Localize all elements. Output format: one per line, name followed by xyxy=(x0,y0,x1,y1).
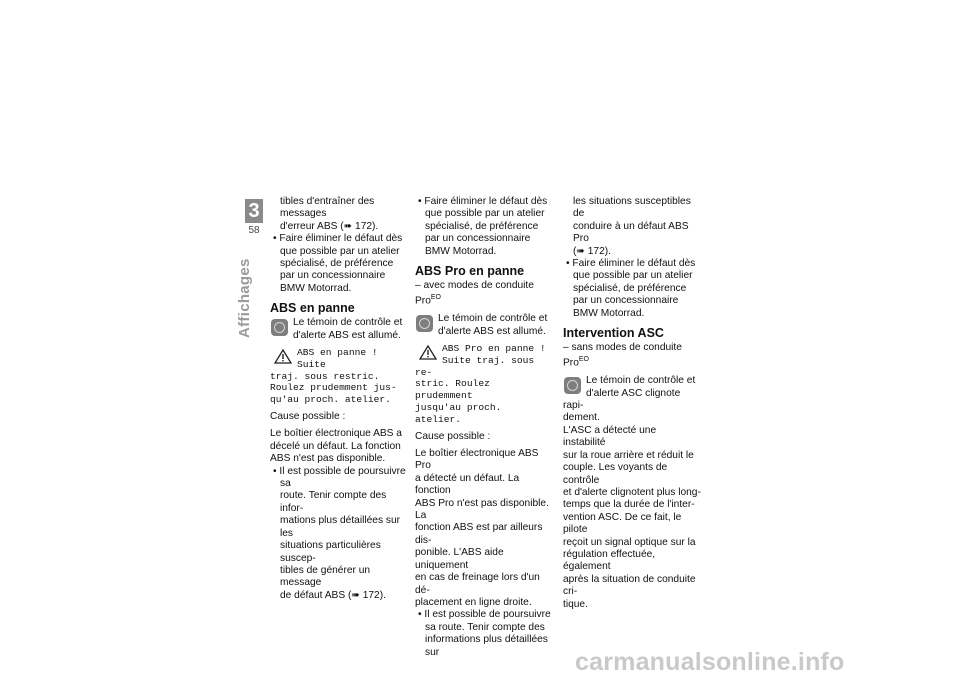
display-message-line: ABS en panne ! Suite xyxy=(297,347,378,370)
text-line: d'alerte ASC clignote rapi- xyxy=(563,387,681,412)
text-line: de défaut ABS (➠ 172). xyxy=(280,589,386,601)
text-line: informations plus détaillées sur xyxy=(425,634,548,658)
text-line: que possible par un atelier xyxy=(425,208,545,220)
display-message-line: stric. Roulez prudemment xyxy=(415,378,490,402)
text-line: que possible par un atelier xyxy=(280,245,400,257)
display-message-line: Roulez prudemment jus- xyxy=(270,382,397,394)
text-line: ABS Pro n'est pas disponible. La xyxy=(415,497,549,522)
abs-warning-lamp-icon xyxy=(416,315,433,332)
text-line: Le témoin de contrôle et xyxy=(586,375,696,387)
text-line: route. Tenir compte des infor- xyxy=(280,490,387,514)
display-message-line: ABS Pro en panne ! xyxy=(442,343,546,355)
heading-abs-failure: ABS en panne xyxy=(270,301,355,316)
text-line: couple. Les voyants de contrôle xyxy=(563,462,668,486)
column-3 xyxy=(563,196,701,611)
page-number: 58 xyxy=(248,225,260,236)
text-line: a détecté un défaut. La fonction xyxy=(415,472,520,497)
bullet-line: • Faire éliminer le défaut dès xyxy=(418,196,548,207)
text-line: d'alerte ABS est allumé. xyxy=(293,329,401,341)
text-line: temps que la durée de l'inter- xyxy=(563,499,695,511)
warning-triangle-icon xyxy=(419,345,437,360)
text-line: après la situation de conduite cri- xyxy=(563,573,696,598)
text-line: les situations susceptibles de xyxy=(573,196,691,220)
text-line: vention ASC. De ce fait, le pilote xyxy=(563,511,682,536)
bullet-line: • Il est possible de poursuivre sa xyxy=(273,465,406,490)
text-line: spécialisé, de préférence xyxy=(425,220,539,232)
text-line: en cas de freinage lors d'un dé- xyxy=(415,572,540,596)
text-line: fonction ABS est par ailleurs dis- xyxy=(415,522,543,546)
text-line: BMW Motorrad. xyxy=(280,282,352,294)
asc-warning-lamp-icon xyxy=(564,377,581,394)
bullet-line: • Il est possible de poursuivre xyxy=(418,609,551,621)
column-2 xyxy=(415,196,553,659)
bullet-line: • Faire éliminer le défaut dès xyxy=(273,233,403,245)
text-line: situations particulières suscep- xyxy=(280,540,381,564)
chapter-tab: 3 xyxy=(245,199,263,223)
text-line: mations plus détaillées sur les xyxy=(280,515,401,539)
abs-warning-lamp-icon xyxy=(271,319,288,336)
text-line: L'ASC a détecté une instabilité xyxy=(563,424,657,449)
text-line: spécialisé, de préférence xyxy=(280,258,394,270)
text-line: spécialisé, de préférence xyxy=(573,282,687,294)
condition-line xyxy=(563,342,701,370)
text-line: tique. xyxy=(563,598,588,610)
text-line: reçoit un signal optique sur la xyxy=(563,536,696,548)
display-message-line: traj. sous restric. xyxy=(270,370,380,382)
display-message-line: jusqu'au proch. atelier. xyxy=(415,402,502,425)
condition-text: – avec modes de conduite Pro xyxy=(415,280,534,307)
display-message-line: Suite traj. sous re- xyxy=(415,354,535,378)
text-line: sa route. Tenir compte des xyxy=(425,621,545,633)
text-line: par un concessionnaire xyxy=(573,295,679,307)
text-line: BMW Motorrad. xyxy=(573,307,645,319)
text-line: dement. xyxy=(563,412,600,424)
text-line: d'erreur ABS (➠ 172). xyxy=(280,220,379,232)
column-1 xyxy=(270,196,408,602)
equipment-code: EO xyxy=(430,294,441,302)
warning-triangle-icon xyxy=(274,349,292,364)
condition-line xyxy=(415,280,553,308)
text-line: sur la roue arrière et réduit le xyxy=(563,449,694,461)
text-line: ABS n'est pas disponible. xyxy=(270,453,386,465)
text-line: Le témoin de contrôle et xyxy=(293,317,403,329)
text-line: que possible par un atelier xyxy=(573,270,693,282)
text-line: Le témoin de contrôle et xyxy=(438,313,548,325)
equipment-code: EO xyxy=(578,356,589,364)
bullet-line: • Faire éliminer le défaut dès xyxy=(566,258,696,270)
text-line: conduire à un défaut ABS Pro xyxy=(573,220,689,245)
heading-asc-intervention: Intervention ASC xyxy=(563,326,664,341)
watermark: carmanualsonline.info xyxy=(575,648,845,676)
text-line: Cause possible : xyxy=(415,430,491,442)
text-line: placement en ligne droite. xyxy=(415,596,532,608)
text-line: décelé un défaut. La fonction xyxy=(270,440,401,452)
text-line: BMW Motorrad. xyxy=(425,245,497,257)
text-line: ponible. L'ABS aide uniquement xyxy=(415,547,504,571)
text-line: par un concessionnaire xyxy=(280,270,386,282)
condition-text: – sans modes de conduite Pro xyxy=(563,342,682,369)
text-line: et d'alerte clignotent plus long- xyxy=(563,486,701,498)
text-line: Le boîtier électronique ABS Pro xyxy=(415,448,539,472)
text-line: régulation effectuée, également xyxy=(563,548,656,573)
text-line: Le boîtier électronique ABS a xyxy=(270,428,402,440)
text-line: d'alerte ABS est allumé. xyxy=(438,325,546,337)
heading-abs-pro-failure: ABS Pro en panne xyxy=(415,264,525,279)
text-line: Cause possible : xyxy=(270,411,346,423)
text-line: tibles de générer un message xyxy=(280,564,371,589)
display-message-line: qu'au proch. atelier. xyxy=(270,394,391,406)
section-label: Affichages xyxy=(236,258,253,338)
text-line: (➠ 172). xyxy=(573,245,611,257)
text-line: par un concessionnaire xyxy=(425,233,531,245)
text-line: tibles d'entraîner des messages xyxy=(280,196,375,220)
